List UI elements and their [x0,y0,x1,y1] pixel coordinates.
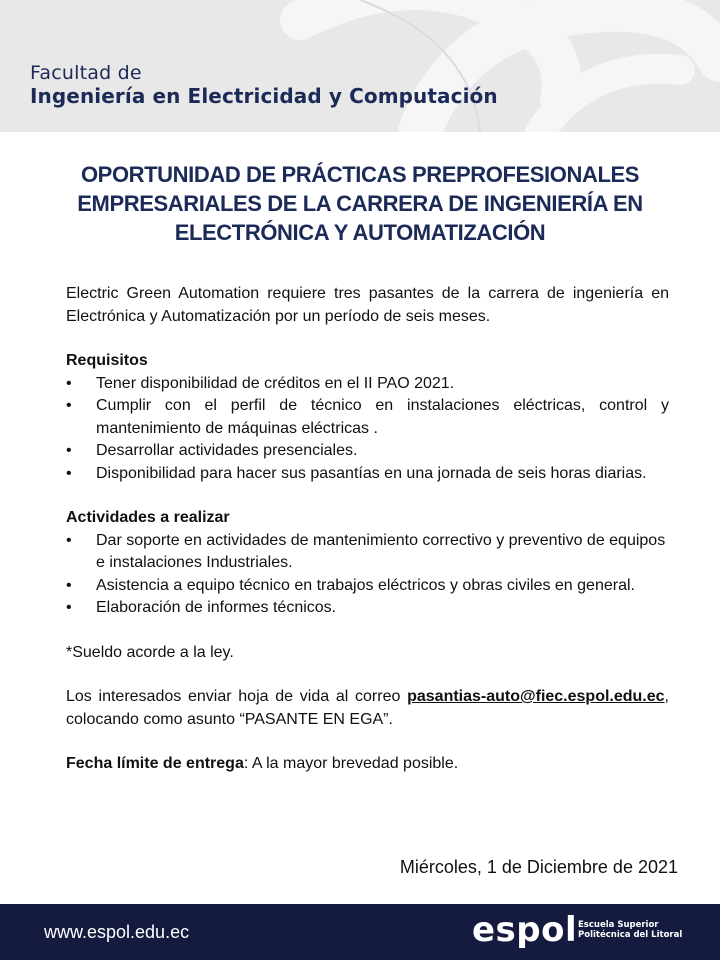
header-banner [0,0,720,132]
list-item: • Dar soporte en actividades de mantenimiento correctivo y preventivo de equipos e instalaciones Industriales. [66,531,666,571]
bullet-icon: • [66,464,72,482]
title-line3: ELECTRÓNICA Y AUTOMATIZACIÓN [174,220,546,245]
deadline-paragraph [66,753,669,776]
title-line1: OPORTUNIDAD DE PRÁCTICAS PREPROFESIONALES [80,162,640,187]
list-item: • Elaboración de informes técnicos. [66,597,669,620]
list-item: • Disponibilidad para hacer sus pasantías en una jornada de seis horas diarias. [66,463,669,486]
faculty-line2: Ingeniería en Electricidad y Computación [30,84,498,108]
logo-subtitle: Escuela Superior Politécnica del Litoral [578,920,683,940]
bullet-icon: • [66,531,72,549]
announcement-body [66,283,669,776]
title-line2: EMPRESARIALES DE LA CARRERA DE INGENIERÍA EN [77,191,643,216]
faculty-line1: Facultad de [30,62,142,84]
deadline-value: : A la mayor brevedad posible. [243,755,459,772]
intro-paragraph: Electric Green Automation requiere tres pasantes de la carrera de ingeniería en Electrónica y Automatización por un período de seis meses. [66,285,669,325]
bullet-icon: • [66,442,72,459]
list-item: • Asistencia a equipo técnico en trabajos eléctricos y obras civiles en general. [66,575,669,598]
page-title [40,160,680,247]
contact-paragraph: Los interesados enviar hoja de vida al correo pasantias-auto@fiec.espol.edu.ec, colocando como asunto “PASANTE EN EGA”. [66,688,669,728]
bullet-icon: • [66,374,72,392]
list-item: • Tener disponibilidad de créditos en el II PAO 2021. [66,373,669,396]
bullet-icon: • [66,397,72,414]
sueldo-note: *Sueldo acorde a la ley. [66,643,234,661]
website-link[interactable]: www.espol.edu.ec [44,922,190,942]
bullet-icon: • [66,576,72,594]
espol-logo [472,912,692,952]
bullet-icon: • [66,599,72,616]
publication-date: Miércoles, 1 de Diciembre de 2021 [399,857,678,877]
requisitos-list [66,373,669,486]
actividades-heading: Actividades a realizar [66,509,230,526]
faculty-name [30,62,498,108]
deadline-label: Fecha límite de entrega [66,755,244,772]
list-item: • Cumplir con el perfil de técnico en instalaciones eléctricas, control y mantenimiento de máquinas eléctricas . [66,397,669,437]
actividades-list [66,530,669,620]
list-item: • Desarrollar actividades presenciales. [66,440,669,463]
footer-bar [0,904,720,960]
logo-wordmark: espol [472,910,578,950]
email-link[interactable]: pasantias-auto@fiec.espol.edu.ec [407,688,665,705]
requisitos-heading: Requisitos [66,352,148,369]
